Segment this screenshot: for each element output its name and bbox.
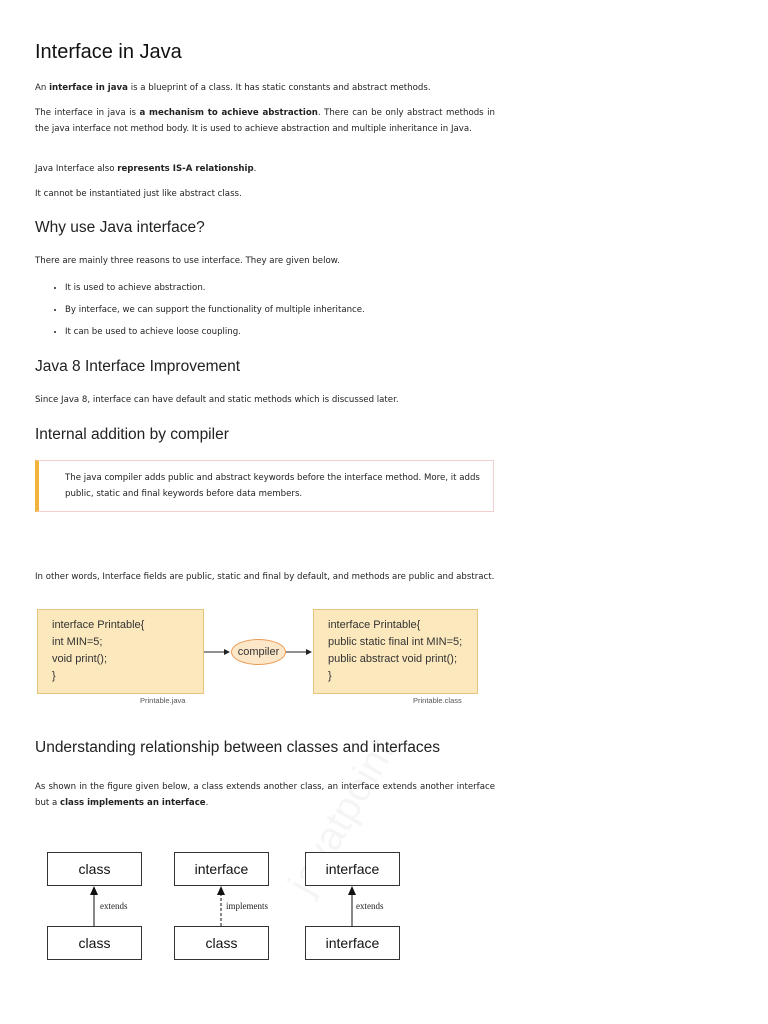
- list-item: • By interface, we can support the functionality of multiple inheritance.: [65, 304, 365, 326]
- relationship-paragraph: [35, 779, 495, 811]
- relationship-bold-text: class implements an interface: [60, 798, 206, 808]
- implements-label: implements: [226, 901, 268, 911]
- note-box: [35, 460, 494, 512]
- page-title: Interface in Java: [35, 41, 182, 63]
- code-line: int MIN=5;: [52, 636, 103, 648]
- why-lead: There are mainly three reasons to use interface. They are given below.: [35, 256, 340, 266]
- code-line: }: [52, 670, 56, 682]
- compiler-paragraph: In other words, Interface fields are public, static and final by default, and methods are public and abstract.: [35, 572, 495, 582]
- compiler-heading: Internal addition by compiler: [35, 426, 229, 443]
- relationship-text: .: [205, 798, 209, 808]
- intro-text: The interface in java is: [35, 108, 140, 118]
- why-heading: Why use Java interface?: [35, 219, 205, 236]
- list-item: • It can be used to achieve loose coupling.: [65, 326, 365, 348]
- extends-label: extends: [356, 901, 384, 911]
- java8-text: Since Java 8, interface can have default and static methods which is discussed later.: [35, 395, 399, 405]
- intro-paragraph-2: [35, 105, 495, 137]
- intro-text: . There can be only abstract methods in the java interface not method body. It is used to achieve abstraction and multiple inheritance in Java.: [35, 108, 495, 134]
- source-caption: Printable.java: [140, 696, 186, 705]
- intro-paragraph-3: [35, 161, 495, 177]
- code-line: public abstract void print();: [328, 653, 457, 665]
- intro-text: .: [253, 164, 257, 174]
- list-item: • It is used to achieve abstraction.: [65, 282, 365, 304]
- extends-label: extends: [100, 901, 128, 911]
- source-code-box: [37, 609, 204, 694]
- compiler-ellipse: compiler: [231, 639, 286, 665]
- class-box: class: [47, 926, 142, 960]
- code-line: public static final int MIN=5;: [328, 636, 463, 648]
- code-line: }: [328, 670, 332, 682]
- code-line: void print();: [52, 653, 108, 665]
- interface-box: interface: [174, 852, 269, 886]
- extends-arrowhead: [90, 886, 98, 895]
- intro-paragraph-4: It cannot be instantiated just like abstract class.: [35, 189, 242, 199]
- intro-bold-text: interface in java: [49, 83, 128, 93]
- relationship-text: As shown in the figure given below, a class extends another class, an interface extends another interface but a: [35, 782, 495, 808]
- extends-arrowhead: [348, 886, 356, 895]
- intro-text: An: [35, 83, 50, 93]
- class-box: class: [47, 852, 142, 886]
- intro-text: is a blueprint of a class. It has static constants and abstract methods.: [127, 83, 431, 93]
- intro-text: Java Interface also: [35, 164, 118, 174]
- note-text: The java compiler adds public and abstract keywords before the interface method. More, it adds public, static and final keywords before data members.: [65, 473, 480, 499]
- java8-heading: Java 8 Interface Improvement: [35, 358, 241, 375]
- relationship-heading: Understanding relationship between classes and interfaces: [35, 739, 440, 756]
- implements-arrowhead: [217, 886, 225, 895]
- intro-bold-text: a mechanism to achieve abstraction: [139, 108, 318, 118]
- intro-paragraph-1: [35, 80, 495, 96]
- code-line: interface Printable{: [52, 619, 145, 631]
- compiled-code-box: [313, 609, 478, 694]
- class-box: class: [174, 926, 269, 960]
- code-line: interface Printable{: [328, 619, 421, 631]
- intro-bold-text: represents IS-A relationship: [117, 164, 254, 174]
- interface-box: interface: [305, 926, 400, 960]
- reasons-list: [35, 282, 365, 348]
- compiled-caption: Printable.class: [413, 696, 462, 705]
- interface-box: interface: [305, 852, 400, 886]
